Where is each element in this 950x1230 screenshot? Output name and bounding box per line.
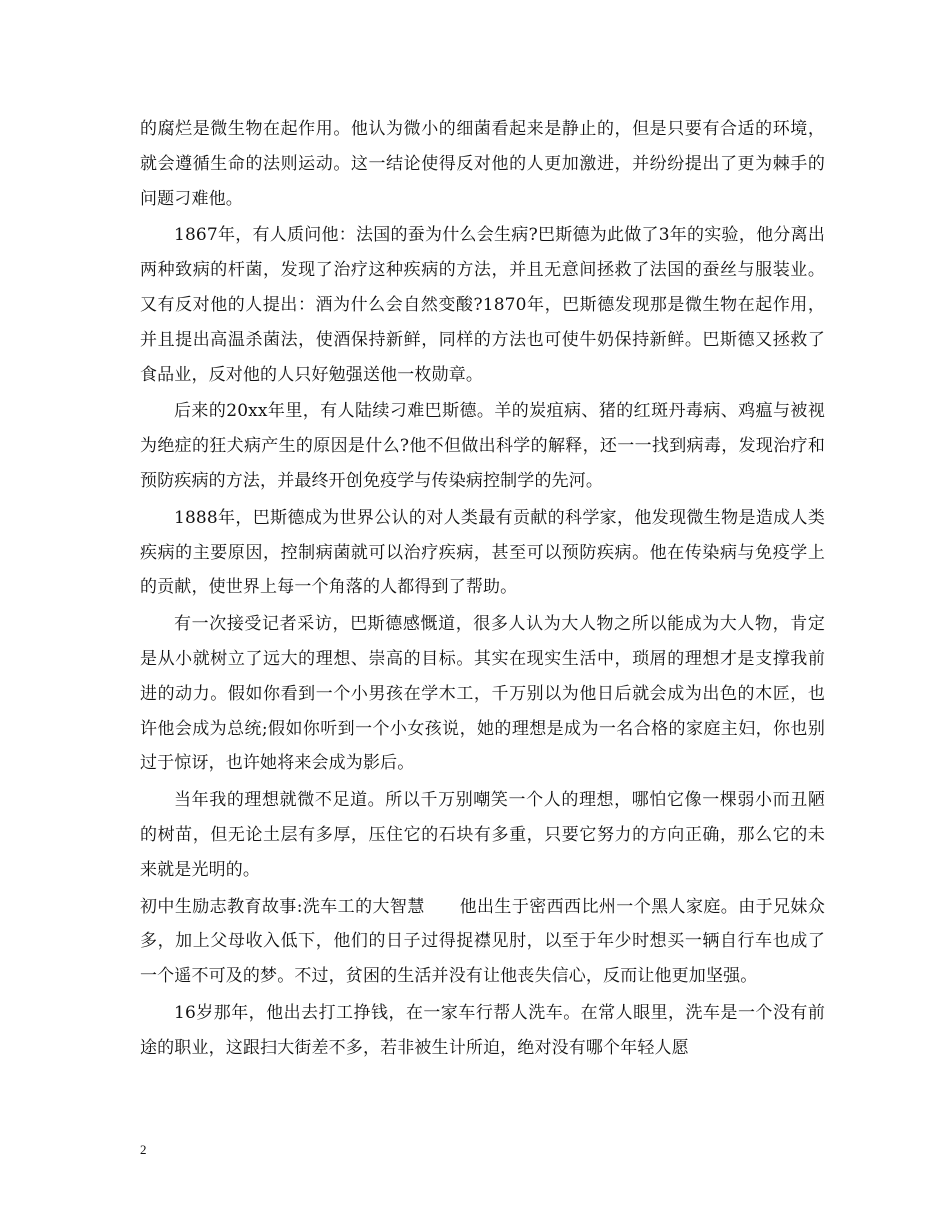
- page-number: 2: [140, 1142, 147, 1157]
- paragraph-4: 1888年，巴斯德成为世界公认的对人类最有贡献的科学家，他发现微生物是造成人类疾病的主要原因，控制病菌就可以治疗疾病，甚至可以预防疾病。他在传染病与免疫学上的贡献，使世界上每一个角落的人都得到了帮助。: [140, 507, 825, 598]
- paragraph-8: 16岁那年，他出去打工挣钱，在一家车行帮人洗车。在常人眼里，洗车是一个没有前途的职业，这跟扫大街差不多，若非被生计所迫，绝对没有哪个年轻人愿: [140, 1002, 825, 1058]
- paragraph-3: 后来的20xx年里，有人陆续刁难巴斯德。羊的炭疽病、猪的红斑丹毒病、鸡瘟与被视为绝症的狂犬病产生的原因是什么?他不但做出科学的解释，还一一找到病毒，发现治疗和预防疾病的方法，并最终开创免疫学与传染病控制学的先河。: [140, 401, 825, 491]
- paragraph-1: 的腐烂是微生物在起作用。他认为微小的细菌看起来是静止的，但是只要有合适的环境，就会遵循生命的法则运动。这一结论使得反对他的人更加激进，并纷纷提出了更为棘手的问题刁难他。: [140, 119, 825, 209]
- paragraph-2: 1867年，有人质问他：法国的蚕为什么会生病?巴斯德为此做了3年的实验，他分离出两种致病的杆菌，发现了治疗这种疾病的方法，并且无意间拯救了法国的蚕丝与服装业。又有反对他的人提出：酒为什么会自然变酸?1870年，巴斯德发现那是微生物在起作用，并且提出高温杀菌法，使酒保持新鲜，同样的方法也可使牛奶保持新鲜。巴斯德又拯救了食品业，反对他的人只好勉强送他一枚勋章。: [140, 225, 825, 385]
- body-text: [140, 112, 825, 1066]
- paragraph-7-story-title: 初中生励志教育故事:洗车工的大智慧 他出生于密西西比州一个黑人家庭。由于兄妹众多，加上父母收入低下，他们的日子过得捉襟见肘，以至于年少时想买一辆自行车也成了一个遥不可及的梦。不过，贫困的生活并没有让他丧失信心，反而让他更加坚强。: [140, 896, 825, 987]
- paragraph-6: 当年我的理想就微不足道。所以千万别嘲笑一个人的理想，哪怕它像一棵弱小而丑陋的树苗，但无论土层有多厚，压住它的石块有多重，只要它努力的方向正确，那么它的未来就是光明的。: [140, 790, 825, 880]
- paragraph-5: 有一次接受记者采访，巴斯德感慨道，很多人认为大人物之所以能成为大人物，肯定是从小就树立了远大的理想、崇高的目标。其实在现实生活中，琐屑的理想才是支撑我前进的动力。假如你看到一个小男孩在学木工，千万别以为他日后就会成为出色的木匠，也许他会成为总统;假如你听到一个小女孩说，她的理想是成为一名合格的家庭主妇，你也别过于惊讶，也许她将来会成为影后。: [140, 614, 825, 774]
